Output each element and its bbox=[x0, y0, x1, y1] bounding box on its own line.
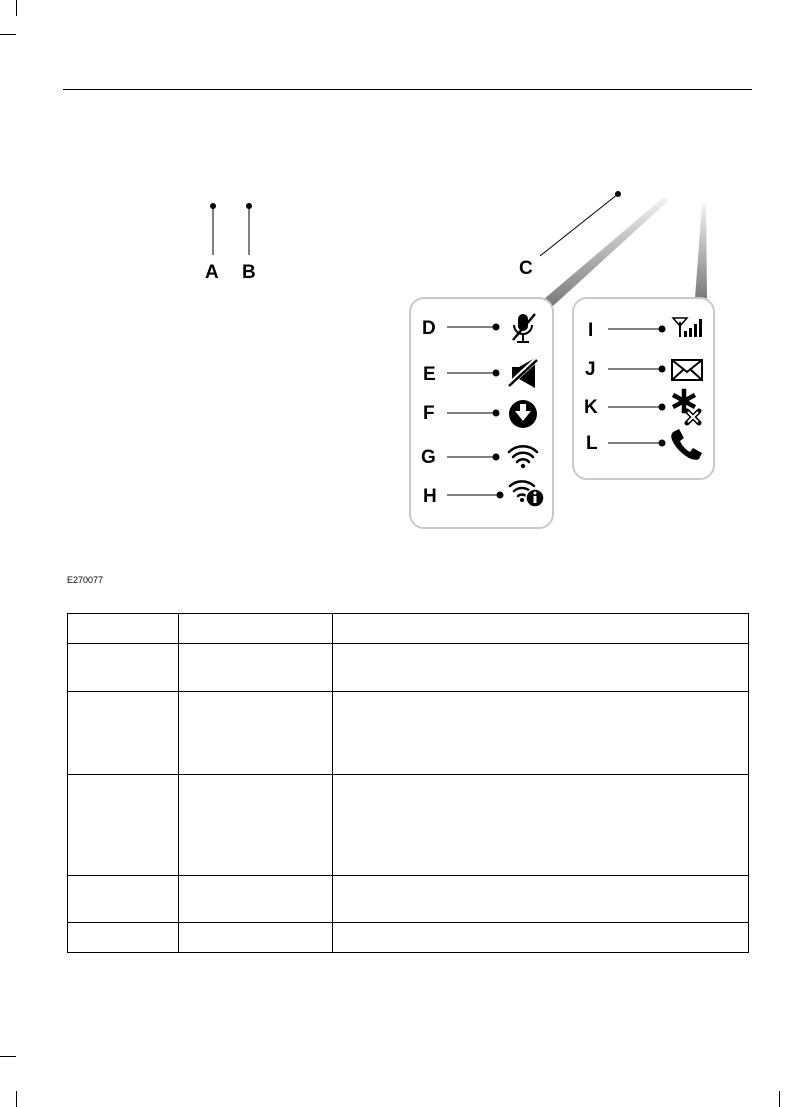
crop-mark bbox=[0, 1056, 16, 1057]
table-cell bbox=[178, 644, 332, 692]
table-row bbox=[68, 876, 749, 923]
table-cell bbox=[68, 775, 179, 876]
callout-label-l: L bbox=[586, 433, 598, 454]
table-cell bbox=[178, 923, 332, 953]
download-icon bbox=[509, 400, 537, 428]
crop-mark bbox=[16, 1091, 17, 1107]
callout-label-k: K bbox=[584, 397, 598, 418]
table-row bbox=[68, 692, 749, 775]
table-cell bbox=[68, 692, 179, 775]
table-cell bbox=[68, 644, 179, 692]
callout-a-leader bbox=[210, 203, 216, 255]
callout-label-c: C bbox=[519, 258, 533, 279]
zoom-beam-right bbox=[695, 204, 707, 298]
callout-label-h: H bbox=[423, 486, 437, 507]
table-cell bbox=[178, 614, 332, 644]
callout-label-e: E bbox=[423, 364, 436, 385]
table-cell bbox=[332, 923, 748, 953]
callout-label-i: I bbox=[588, 320, 594, 341]
table-cell bbox=[178, 775, 332, 876]
table-cell bbox=[332, 644, 748, 692]
callout-label-g: G bbox=[421, 447, 436, 468]
table-cell bbox=[332, 775, 748, 876]
description-table bbox=[67, 613, 749, 953]
callout-label-b: B bbox=[242, 262, 256, 283]
table-row bbox=[68, 644, 749, 692]
table-cell bbox=[68, 614, 179, 644]
table-cell bbox=[178, 692, 332, 775]
callout-label-d: D bbox=[422, 318, 436, 339]
table-cell bbox=[332, 876, 748, 923]
zoom-beam-left bbox=[544, 197, 668, 306]
table-row bbox=[68, 614, 749, 644]
table-cell bbox=[332, 614, 748, 644]
table-cell bbox=[332, 692, 748, 775]
crop-mark bbox=[779, 1091, 780, 1107]
table-row bbox=[68, 775, 749, 876]
table-cell bbox=[68, 876, 179, 923]
table-cell bbox=[178, 876, 332, 923]
figure-reference: E270077 bbox=[67, 575, 104, 585]
table-row bbox=[68, 923, 749, 953]
table-cell bbox=[68, 923, 179, 953]
callout-label-j: J bbox=[585, 359, 596, 380]
callout-label-a: A bbox=[205, 262, 219, 283]
callout-label-f: F bbox=[423, 403, 435, 424]
callout-b-leader bbox=[246, 203, 252, 255]
